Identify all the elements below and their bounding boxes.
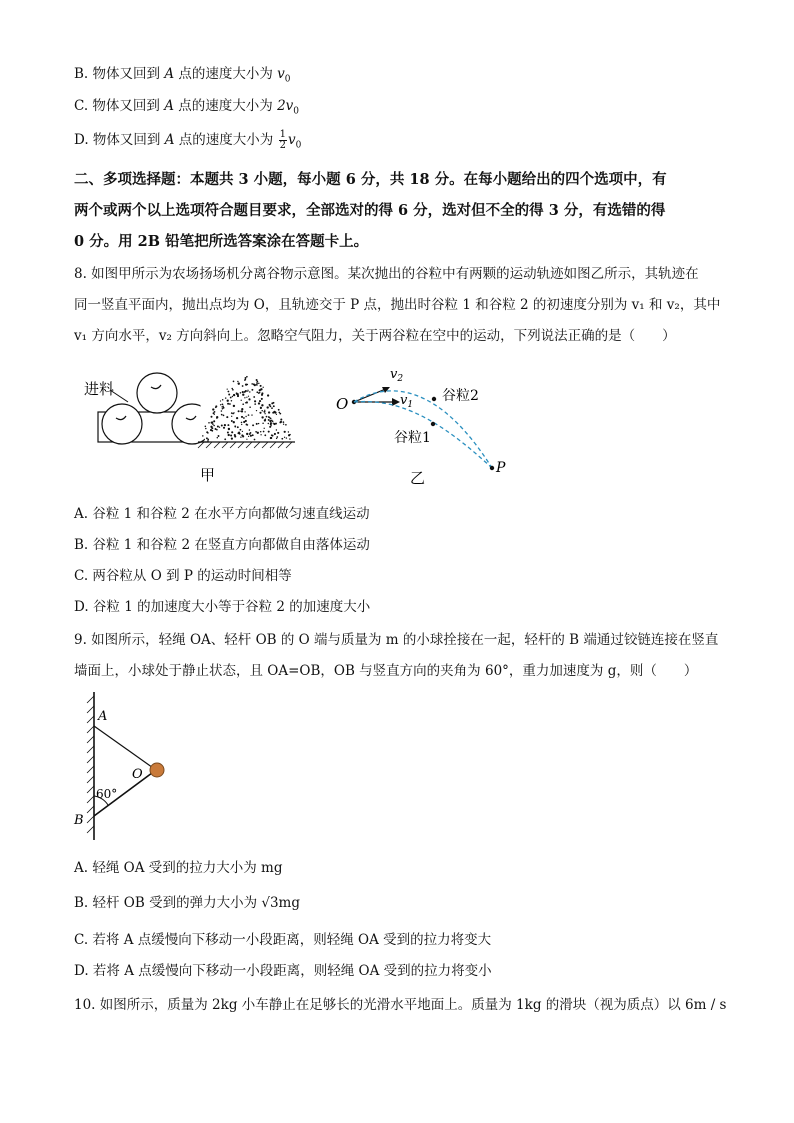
- grain-dot: [258, 423, 259, 424]
- grain-dot: [252, 424, 254, 426]
- label-o: O: [132, 767, 143, 782]
- grain-dot: [263, 431, 265, 433]
- grain-dot: [219, 427, 220, 428]
- grain-dot: [286, 437, 287, 438]
- grain-dot: [246, 376, 248, 378]
- figure-winnower: [80, 362, 300, 490]
- grain-dot: [268, 416, 270, 418]
- grain-dot: [221, 425, 223, 427]
- grain-dot: [227, 403, 229, 405]
- grain-dot: [284, 431, 286, 433]
- grain-dot: [242, 431, 243, 432]
- grain-dot: [227, 400, 229, 402]
- grain-dot: [276, 436, 278, 438]
- grain-dot: [241, 424, 242, 425]
- q8-stem-line3: v₁ 方向水平，v₂ 方向斜向上。忽略空气阻力，关于两谷粒在空中的运动，下列说法正确的是（ ）: [74, 328, 676, 344]
- grain-dot: [254, 439, 256, 441]
- grain-dot: [261, 404, 263, 406]
- grain-dot: [246, 433, 248, 435]
- q9-option-c: C. 若将 A 点缓慢向下移动一小段距离，则轻绳 OA 受到的拉力将变大: [74, 932, 492, 948]
- grain-dot: [236, 417, 238, 419]
- q8-option-b: B. 谷粒 1 和谷粒 2 在竖直方向都做自由落体运动: [74, 537, 370, 553]
- grain-dot: [270, 425, 271, 426]
- grain-dot: [279, 412, 281, 414]
- grain-dot: [233, 421, 235, 423]
- grain-dot: [227, 389, 228, 390]
- grain-dot: [221, 410, 223, 412]
- grain-dot: [283, 424, 284, 425]
- grain-dot: [246, 439, 247, 440]
- grain-dot: [251, 383, 253, 385]
- section-header-line3: 0 分。用 2B 铅笔把所选答案涂在答题卡上。: [74, 233, 369, 250]
- grain-dot: [283, 421, 285, 423]
- grain-dot: [263, 387, 264, 388]
- grain-dot: [212, 408, 214, 410]
- grain-dot: [252, 434, 254, 436]
- grain-dot: [226, 416, 228, 418]
- grain-dot: [248, 414, 250, 416]
- grain-dot: [238, 410, 240, 412]
- grain-dot: [259, 412, 261, 414]
- grain-dot: [233, 381, 235, 383]
- grain-dot: [264, 428, 265, 429]
- grain-dot: [254, 403, 256, 405]
- grain-dot: [254, 400, 256, 402]
- grain-dot: [249, 406, 251, 408]
- q8-stem-line2: 同一竖直平面内，抛出点均为 O，且轨迹交于 P 点，抛出时谷粒 1 和谷粒 2 的初速度分别为 v₁ 和 v₂，其中: [74, 297, 721, 313]
- grain-dot: [265, 418, 266, 419]
- grain-dot: [218, 435, 220, 437]
- q7-option-c: C. 物体又回到 A 点的速度大小为 $2v_0$: [74, 98, 300, 117]
- grain-dot: [255, 431, 257, 433]
- figure-rope-rod: [70, 688, 180, 846]
- grain-dot: [241, 422, 243, 424]
- grain-dot: [260, 385, 262, 387]
- grain-dot: [205, 428, 207, 430]
- q7-option-b: B. 物体又回到 A 点的速度大小为 $v_0$: [74, 66, 291, 85]
- grain-dot: [228, 434, 230, 436]
- q9-stem-line2: 墙面上，小球处于静止状态，且 OA=OB，OB 与竖直方向的夹角为 60°，重力加速度为 g，则（ ）: [74, 663, 698, 679]
- grain-dot: [273, 411, 275, 413]
- grain-dot: [262, 422, 264, 424]
- point-p-label: P: [496, 460, 506, 476]
- grain-dot: [264, 410, 265, 411]
- grain-dot: [233, 394, 235, 396]
- grain-dot: [246, 401, 248, 403]
- grain-dot: [228, 394, 230, 396]
- grain-dot: [224, 438, 226, 440]
- grain-dot: [258, 402, 260, 404]
- grain-dot: [205, 426, 207, 428]
- grain-dot: [249, 429, 251, 431]
- grain-dot: [271, 407, 273, 409]
- grain-dot: [256, 410, 257, 411]
- grain-dot: [270, 437, 272, 439]
- grain-dot: [276, 429, 277, 430]
- grain-dot: [268, 411, 270, 413]
- section-header-line1: 二、多项选择题：本题共 3 小题，每小题 6 分，共 18 分。在每小题给出的四个选项中，有: [74, 171, 667, 188]
- grain-dot: [280, 418, 282, 420]
- grain-dot: [250, 435, 252, 437]
- svg-text:v1: $v_1$: [400, 393, 414, 410]
- grain-dot: [264, 434, 266, 436]
- grain-dot: [289, 434, 290, 435]
- grain-dot: [276, 438, 277, 439]
- grain-dot: [231, 388, 233, 390]
- grain-dot: [269, 405, 271, 407]
- grain-dot: [267, 406, 269, 408]
- grain-dot: [243, 421, 245, 423]
- grain-dot: [272, 435, 274, 437]
- grain-dot: [215, 405, 217, 407]
- grain-dot: [240, 429, 242, 431]
- grain-dot: [222, 408, 224, 410]
- grain-dot: [211, 427, 213, 429]
- grain-dot: [256, 382, 257, 383]
- grain-dot: [228, 428, 230, 430]
- grain-dot: [224, 424, 226, 426]
- grain-dot: [246, 397, 247, 398]
- grain-dot: [250, 432, 252, 434]
- grain-dot: [243, 417, 245, 419]
- grain-dot: [256, 383, 258, 385]
- grain-dot: [217, 425, 219, 427]
- grain-dot: [245, 416, 246, 417]
- grain-dot: [213, 420, 215, 422]
- grain-dot: [206, 437, 208, 439]
- grain-dot: [280, 421, 282, 423]
- grain-dot: [260, 431, 261, 432]
- grain-dot: [242, 394, 244, 396]
- grain-dot: [276, 414, 277, 415]
- grain-dot: [261, 410, 262, 411]
- grain-dot: [263, 411, 265, 413]
- grain-dot: [256, 391, 258, 393]
- grain-dot: [222, 399, 224, 401]
- grain-dot: [244, 390, 246, 392]
- grain-dot: [268, 419, 270, 421]
- grain-dot: [211, 421, 213, 423]
- grain1-label: 谷粒1: [394, 430, 431, 446]
- grain-dot: [288, 431, 289, 432]
- grain-dot: [208, 422, 210, 424]
- grain-dot: [240, 411, 241, 412]
- grain-dot: [227, 432, 229, 434]
- grain-dot: [236, 392, 238, 394]
- grain-dot: [248, 398, 250, 400]
- grain-dot: [214, 414, 215, 415]
- grain-dot: [269, 420, 271, 422]
- grain-dot: [230, 397, 232, 399]
- grain-dot: [249, 391, 250, 392]
- grain-dot: [261, 416, 263, 418]
- grain-dot: [240, 392, 241, 393]
- figure-jia-label: 甲: [200, 466, 216, 484]
- grain-dot: [264, 413, 265, 414]
- grain-dot: [244, 411, 245, 412]
- point-o-label: O: [336, 395, 349, 413]
- grain-dot: [244, 379, 246, 381]
- grain-dot: [251, 389, 253, 391]
- grain-dot: [247, 424, 249, 426]
- grain-dot: [223, 427, 225, 429]
- feed-label: 进料: [84, 380, 115, 398]
- grain-dot: [251, 414, 252, 415]
- grain-dot: [259, 400, 261, 402]
- grain-dot: [284, 437, 285, 438]
- grain-dot: [258, 383, 259, 384]
- grain-dot: [241, 408, 243, 410]
- grain-dot: [256, 423, 258, 425]
- q9-option-a: A. 轻绳 OA 受到的拉力大小为 mg: [74, 860, 283, 876]
- grain-dot: [273, 405, 275, 407]
- grain-dot: [211, 416, 213, 418]
- grain-dot: [234, 434, 236, 436]
- grain-dot: [259, 392, 260, 393]
- grain-dot: [248, 396, 249, 397]
- grain-dot: [237, 395, 239, 397]
- grain-dot: [231, 438, 233, 440]
- grain-dot: [222, 404, 224, 406]
- grain-dot: [261, 392, 263, 394]
- label-b: B: [74, 813, 84, 828]
- grain-dot: [207, 432, 209, 434]
- grain-dot: [212, 423, 214, 425]
- grain-dot: [216, 416, 218, 418]
- grain-dot: [231, 400, 233, 402]
- grain-dot: [230, 434, 232, 436]
- grain-dot: [273, 402, 275, 404]
- grain-dot: [227, 424, 229, 426]
- grain-dot: [232, 396, 233, 397]
- grain-dot: [217, 437, 218, 438]
- grain-dot: [240, 436, 241, 437]
- grain-dot: [215, 428, 217, 430]
- grain-dot: [255, 384, 257, 386]
- svg-text:v2: $v_2$: [390, 367, 404, 384]
- grain-dot: [248, 436, 249, 437]
- label-a: A: [98, 709, 108, 724]
- grain-dot: [235, 426, 237, 428]
- q8-stem-line1: 8. 如图甲所示为农场扬场机分离谷物示意图。某次抛出的谷粒中有两颗的运动轨迹如图乙所示，其轨迹在: [74, 266, 699, 282]
- grain-dot: [257, 432, 259, 434]
- grain-dot: [233, 412, 234, 413]
- grain-dot: [247, 384, 248, 385]
- grain-dot: [231, 416, 232, 417]
- grain-dot: [260, 407, 261, 408]
- grain-dot: [238, 431, 240, 433]
- grain-dot: [245, 377, 247, 379]
- grain-dot: [261, 398, 263, 400]
- grain-dot: [244, 397, 245, 398]
- grain-dot: [225, 397, 226, 398]
- grain-dot: [268, 423, 269, 424]
- fraction-half: $\frac{1}{2}$: [279, 129, 286, 151]
- grain-dot: [289, 438, 291, 440]
- q8-option-a: A. 谷粒 1 和谷粒 2 在水平方向都做匀速直线运动: [74, 506, 370, 522]
- grain-dot: [242, 436, 244, 438]
- grain-dot: [231, 420, 233, 422]
- grain-dot: [256, 379, 258, 381]
- grain-dot: [273, 422, 274, 423]
- grain-dot: [237, 381, 238, 382]
- grain-dot: [220, 400, 221, 401]
- grain-dot: [229, 403, 231, 405]
- grain-dot: [233, 405, 235, 407]
- grain-dot: [242, 385, 244, 387]
- grain-dot: [221, 406, 222, 407]
- q9-option-b: B. 轻杆 OB 受到的弹力大小为 √3mg: [74, 895, 300, 911]
- grain-dot: [221, 414, 223, 416]
- grain-dot: [274, 433, 276, 435]
- grain-dot: [253, 396, 255, 398]
- grain-dot: [267, 394, 269, 396]
- section-header-line2: 两个或两个以上选项符合题目要求，全部选对的得 6 分，选对但不全的得 3 分，有选错的得: [74, 202, 666, 219]
- q7-option-d: D. 物体又回到 A 点的速度大小为 $\frac{1}{2}$ $v_0$: [74, 129, 302, 151]
- label-angle: 60°: [96, 787, 118, 801]
- grain-dot: [220, 404, 221, 405]
- grain-dot: [260, 434, 261, 435]
- grain-dot: [277, 432, 279, 434]
- grain-dot: [259, 389, 261, 391]
- figure-trajectories: [330, 360, 520, 488]
- grain-dot: [278, 409, 280, 411]
- grain-dot: [237, 426, 239, 428]
- q10-stem-line1: 10. 如图所示，质量为 2kg 小车静止在足够长的光滑水平地面上。质量为 1kg 的滑块（视为质点）以 6m / s: [74, 997, 727, 1013]
- grain-dot: [231, 431, 233, 433]
- grain-dot: [211, 430, 213, 432]
- grain-dot: [270, 423, 272, 425]
- grain-dot: [241, 400, 242, 401]
- grain-dot: [268, 431, 270, 433]
- grain-dot: [231, 412, 233, 414]
- grain-dot: [266, 416, 268, 418]
- grain-dot: [227, 391, 229, 393]
- grain-dot: [241, 416, 243, 418]
- grain-dot: [270, 418, 272, 420]
- grain2-label: 谷粒2: [442, 388, 479, 404]
- q9-stem-line1: 9. 如图所示，轻绳 OA、轻杆 OB 的 O 端与质量为 m 的小球拴接在一起，轻杆的 B 端通过铰链连接在竖直: [74, 632, 719, 648]
- grain-dot: [285, 424, 287, 426]
- grain-dot: [281, 438, 283, 440]
- q8-option-c: C. 两谷粒从 O 到 P 的运动时间相等: [74, 568, 292, 584]
- grain-dot: [247, 390, 248, 391]
- grain-dot: [242, 403, 244, 405]
- grain-dot: [223, 415, 225, 417]
- grain-dot: [238, 382, 240, 384]
- figure-yi-label: 乙: [410, 469, 426, 487]
- grain-dot: [202, 435, 204, 437]
- q8-option-d: D. 谷粒 1 的加速度大小等于谷粒 2 的加速度大小: [74, 599, 371, 615]
- q9-option-d: D. 若将 A 点缓慢向下移动一小段距离，则轻绳 OA 受到的拉力将变小: [74, 963, 492, 979]
- grain-dot: [242, 391, 244, 393]
- grain-dot: [213, 425, 215, 427]
